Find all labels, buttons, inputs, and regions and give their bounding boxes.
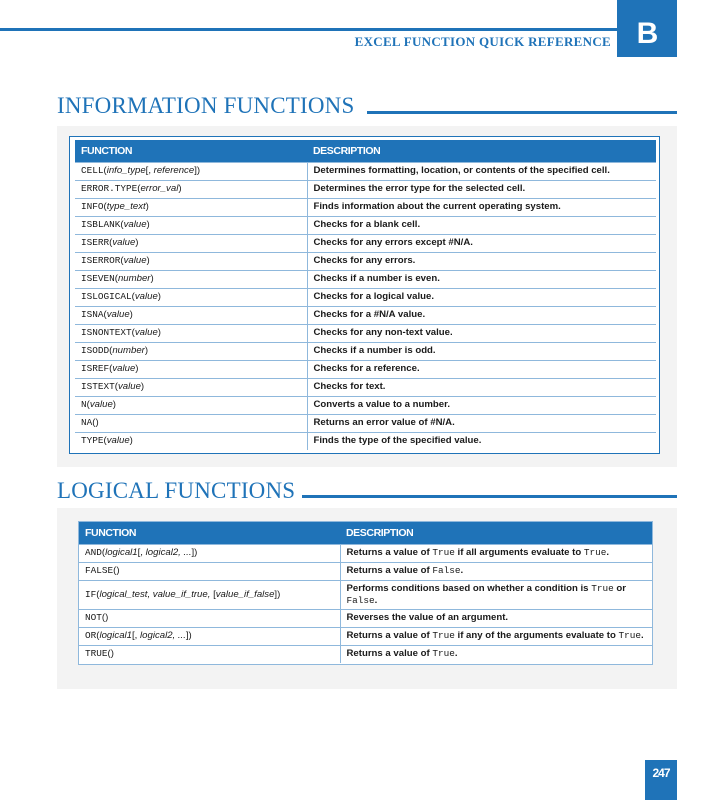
paren-open: ( <box>131 291 135 302</box>
function-name: ERROR.TYPE <box>81 183 138 194</box>
function-name: ISBLANK <box>81 219 121 230</box>
function-args-optional: logical2, ... <box>145 547 192 558</box>
paren-open: () <box>92 417 99 428</box>
paren-open: ( <box>109 345 113 356</box>
description-text: . <box>454 648 458 660</box>
function-description: Checks for any non-text value. <box>307 324 656 342</box>
paren-open: ( <box>114 381 118 392</box>
function-signature <box>75 216 307 234</box>
code-value: True <box>432 630 455 641</box>
function-description <box>340 544 652 562</box>
function-args-optional: logical2, ... <box>140 630 186 641</box>
table-row <box>79 609 652 627</box>
function-args: value <box>112 237 136 248</box>
code-value: True <box>432 547 455 558</box>
function-args: value <box>106 435 130 447</box>
function-name: ISLOGICAL <box>81 291 132 302</box>
column-header-function: FUNCTION <box>79 522 340 544</box>
function-args: logical_test, value_if_true, <box>99 588 211 600</box>
function-args: value <box>106 309 130 320</box>
paren-close: ) <box>150 273 154 284</box>
paren-close: ) <box>140 381 145 392</box>
function-name: OR <box>85 630 97 641</box>
function-description: Finds the type of the specified value. <box>307 432 656 450</box>
chapter-tab: B <box>617 0 677 57</box>
function-name: IF <box>85 588 97 600</box>
function-args-optional: reference <box>153 165 195 176</box>
function-description: Determines formatting, location, or contents of the specified cell. <box>307 162 656 180</box>
description-text: . <box>460 565 464 576</box>
paren-close: ]) <box>194 165 201 176</box>
paren-close: ) <box>146 219 150 230</box>
optional-open: [ <box>210 588 216 600</box>
function-name: CELL <box>81 165 104 176</box>
paren-open: ( <box>103 309 107 320</box>
table-row <box>79 580 652 609</box>
function-description: Converts a value to a number. <box>307 396 656 414</box>
table-row <box>75 414 656 432</box>
function-description: Determines the error type for the selected cell. <box>307 180 656 198</box>
function-name: NOT <box>85 612 102 623</box>
code-value: True <box>583 547 607 558</box>
paren-close: ) <box>112 399 116 410</box>
function-args: value <box>117 381 141 392</box>
paren-open: ( <box>109 237 113 248</box>
description-text: if all arguments evaluate to <box>454 547 584 558</box>
table-row <box>75 162 656 180</box>
paren-close: ) <box>178 183 182 194</box>
function-signature <box>79 580 340 609</box>
function-signature <box>75 252 307 270</box>
function-name: AND <box>85 547 102 558</box>
paren-open: ( <box>86 399 90 410</box>
function-name: ISEVEN <box>81 273 115 284</box>
function-signature <box>75 288 307 306</box>
function-description: Checks for a #N/A value. <box>307 306 656 324</box>
function-signature <box>79 562 340 580</box>
description-text: Returns a value of <box>346 565 433 576</box>
logical-table-body <box>79 544 652 663</box>
function-description <box>340 609 652 627</box>
function-description: Checks for any errors. <box>307 252 656 270</box>
page-number: 247 <box>645 760 677 800</box>
paren-open: ( <box>96 588 100 600</box>
paren-open: ( <box>103 201 107 212</box>
table-row <box>75 306 656 324</box>
function-name: ISNONTEXT <box>81 327 132 338</box>
paren-open: ( <box>131 327 135 338</box>
function-description: Returns an error value of #N/A. <box>307 414 656 432</box>
function-signature <box>75 198 307 216</box>
description-text: . <box>641 630 644 641</box>
table-row <box>75 378 656 396</box>
paren-close: ]) <box>185 630 192 641</box>
function-signature <box>79 609 340 627</box>
logical-table <box>79 522 652 663</box>
function-args: value <box>112 363 136 374</box>
logical-functions-title: LOGICAL FUNCTIONS <box>57 478 296 503</box>
table-row <box>75 252 656 270</box>
table-row <box>75 432 656 450</box>
description-text: . <box>606 547 610 558</box>
function-signature <box>79 544 340 562</box>
description-text: or <box>613 582 626 594</box>
function-signature <box>75 360 307 378</box>
code-value: True <box>618 630 642 641</box>
code-value: False <box>432 565 461 576</box>
table-row <box>75 198 656 216</box>
function-signature <box>75 324 307 342</box>
function-name: N <box>81 399 87 410</box>
column-header-function: FUNCTION <box>75 140 307 162</box>
function-args: logical1 <box>99 630 133 641</box>
paren-close: ) <box>129 309 133 320</box>
function-description <box>340 627 652 645</box>
logical-header-row <box>79 522 652 544</box>
function-args: number <box>112 345 145 356</box>
code-value: False <box>346 594 375 606</box>
function-name: ISTEXT <box>81 381 115 392</box>
function-name: ISERR <box>81 237 110 248</box>
paren-open: ( <box>101 547 106 558</box>
table-row <box>75 216 656 234</box>
paren-close: ) <box>157 327 161 338</box>
function-name: NA <box>81 417 93 428</box>
paren-open: ( <box>120 255 124 266</box>
paren-open: ( <box>96 630 100 641</box>
table-row <box>75 288 656 306</box>
paren-close: ) <box>144 345 149 356</box>
function-signature <box>79 627 340 645</box>
optional-open: [, <box>137 547 146 558</box>
function-signature <box>75 180 307 198</box>
paren-open: ( <box>114 273 118 284</box>
function-description: Checks for a logical value. <box>307 288 656 306</box>
paren-open: () <box>107 648 114 660</box>
information-table <box>75 140 656 450</box>
table-row <box>79 627 652 645</box>
table-row <box>79 645 652 663</box>
function-args: value <box>134 291 158 302</box>
function-signature <box>75 378 307 396</box>
function-name: ISNA <box>81 309 104 320</box>
function-name: TYPE <box>81 435 104 447</box>
function-args: value <box>134 327 158 338</box>
paren-open: () <box>113 565 120 576</box>
code-value: True <box>591 582 614 594</box>
optional-open: [, <box>132 630 141 641</box>
paren-close: ]) <box>191 547 198 558</box>
optional-open: [, <box>145 165 154 176</box>
paren-close: ]) <box>274 588 281 600</box>
function-description: Checks for text. <box>307 378 656 396</box>
function-signature <box>75 234 307 252</box>
paren-close: ) <box>145 201 149 212</box>
function-signature <box>75 162 307 180</box>
table-row <box>79 562 652 580</box>
logical-table-frame <box>78 521 653 665</box>
function-args: number <box>117 273 151 284</box>
function-args: info_type <box>106 165 146 176</box>
function-name: ISODD <box>81 345 110 356</box>
paren-open: ( <box>137 183 141 194</box>
function-signature <box>79 645 340 663</box>
function-signature <box>75 432 307 450</box>
function-args: type_text <box>106 201 146 212</box>
table-row <box>75 360 656 378</box>
function-description: Finds information about the current operating system. <box>307 198 656 216</box>
function-description <box>340 562 652 580</box>
table-row <box>75 270 656 288</box>
paren-close: ) <box>135 363 139 374</box>
paren-open: ( <box>109 363 113 374</box>
function-signature <box>75 306 307 324</box>
information-title-rule <box>367 111 677 114</box>
function-signature <box>75 342 307 360</box>
table-row <box>75 396 656 414</box>
code-value: True <box>432 648 455 660</box>
table-row <box>75 342 656 360</box>
description-text: . <box>374 594 378 606</box>
description-text: Returns a value of <box>346 630 433 641</box>
function-name: ISERROR <box>81 255 121 266</box>
function-args: value <box>123 255 147 266</box>
table-row <box>75 324 656 342</box>
function-args: logical1 <box>105 547 138 558</box>
function-description <box>340 580 652 609</box>
table-row <box>79 544 652 562</box>
function-signature <box>75 414 307 432</box>
function-description: Checks for a blank cell. <box>307 216 656 234</box>
function-description: Checks if a number is even. <box>307 270 656 288</box>
paren-close: ) <box>129 435 133 447</box>
paren-close: ) <box>146 255 150 266</box>
table-row <box>75 234 656 252</box>
function-args: value <box>89 399 113 410</box>
function-args: error_val <box>140 183 179 194</box>
table-row <box>75 180 656 198</box>
function-name: TRUE <box>85 648 108 660</box>
header-rule <box>0 28 620 31</box>
paren-open: ( <box>103 165 107 176</box>
function-args-optional: value_if_false <box>215 588 275 600</box>
function-description: Checks for any errors except #N/A. <box>307 234 656 252</box>
function-description: Checks if a number is odd. <box>307 342 656 360</box>
paren-open: ( <box>103 435 107 447</box>
function-name: FALSE <box>85 565 114 576</box>
paren-open: ( <box>120 219 124 230</box>
function-name: INFO <box>81 201 104 212</box>
description-text: Returns a value of <box>346 547 433 558</box>
logical-title-rule <box>302 495 677 498</box>
description-text: Reverses the value of an argument. <box>346 612 509 623</box>
function-name: ISREF <box>81 363 110 374</box>
running-head: EXCEL FUNCTION QUICK REFERENCE <box>354 34 611 49</box>
information-header-row <box>75 140 656 162</box>
function-args: value <box>123 219 147 230</box>
information-table-frame <box>69 136 660 454</box>
function-description: Checks for a reference. <box>307 360 656 378</box>
column-header-description: DESCRIPTION <box>340 522 652 544</box>
description-text: Returns a value of <box>346 648 433 660</box>
information-functions-title: INFORMATION FUNCTIONS <box>57 93 355 118</box>
paren-open: () <box>101 612 109 623</box>
information-table-body <box>75 162 656 450</box>
function-signature <box>75 270 307 288</box>
paren-close: ) <box>157 291 161 302</box>
description-text: Performs conditions based on whether a condition is <box>346 582 592 594</box>
function-description <box>340 645 652 663</box>
description-text: if any of the arguments evaluate to <box>454 630 619 641</box>
column-header-description: DESCRIPTION <box>307 140 656 162</box>
paren-close: ) <box>135 237 139 248</box>
function-signature <box>75 396 307 414</box>
